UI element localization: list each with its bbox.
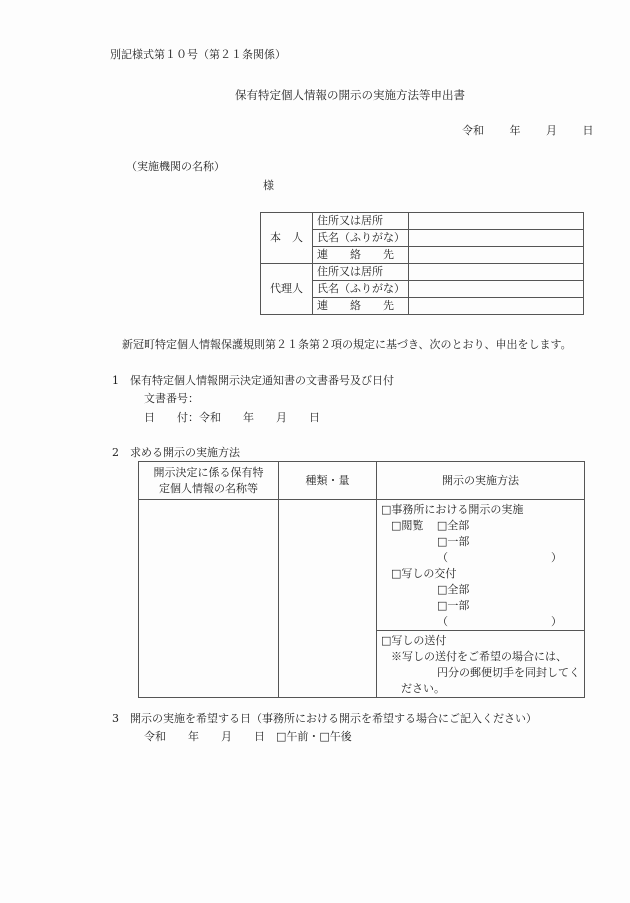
mail-cell: [377, 631, 585, 698]
intro-text: 新冠町特定個人情報保護規則第２１条第２項の規定に基づき、次のとおり、申出をします。: [122, 338, 572, 351]
col-header-line: 定個人情報の名称等: [159, 481, 258, 495]
copy-part-detail[interactable]: [381, 614, 580, 630]
doc-date-label: 日 付：令和 年 月 日: [144, 411, 320, 424]
paren-close: ）: [551, 615, 562, 628]
copy-deliver-checkbox[interactable]: □写しの交付: [391, 567, 457, 580]
year-label: 年: [509, 124, 521, 137]
office-checkbox[interactable]: □事務所における開示の実施: [381, 503, 524, 516]
row-label: 住所又は居所: [313, 264, 409, 281]
row-label: 氏名（ふりがな）: [313, 281, 409, 298]
section1-heading: 1 保有特定個人情報開示決定通知書の文書番号及び日付: [112, 374, 394, 387]
paren-close: ）: [551, 551, 562, 564]
row-label: 住所又は居所: [313, 213, 409, 230]
agent-contact-field[interactable]: [409, 298, 584, 315]
view-part-checkbox[interactable]: □一部: [437, 535, 470, 548]
doc-number-label: 文書番号：: [144, 392, 199, 405]
date-line: [462, 124, 594, 138]
group-principal: 本 人: [261, 213, 313, 264]
mail-note: ※写しの送付をご希望の場合には、: [391, 650, 567, 663]
form-number: 別記様式第１０号（第２１条関係）: [110, 48, 286, 61]
honorific: 様: [263, 179, 274, 192]
group-agent: 代理人: [261, 264, 313, 315]
office-disclosure-cell: [377, 500, 585, 631]
mail-note: ださい。: [401, 682, 445, 695]
mail-checkbox[interactable]: □写しの送付: [381, 634, 447, 647]
mail-note: 円分の郵便切手を同封してく: [437, 666, 580, 679]
addressee-label: （実施機関の名称）: [126, 160, 225, 173]
principal-name-field[interactable]: [409, 230, 584, 247]
view-row: [381, 518, 580, 534]
page-title: 保有特定個人情報の開示の実施方法等申出書: [235, 88, 465, 102]
day-label: 日: [582, 124, 594, 137]
preferred-date-line[interactable]: 令和 年 月 日 □午前・□午後: [144, 730, 352, 743]
principal-contact-field[interactable]: [409, 247, 584, 264]
agent-name-field[interactable]: [409, 281, 584, 298]
col-header-method: 開示の実施方法: [377, 462, 585, 500]
copy-part-checkbox[interactable]: □一部: [437, 599, 470, 612]
section3-heading: 3 開示の実施を希望する日（事務所における開示を希望する場合にご記入ください）: [112, 712, 537, 725]
principal-address-field[interactable]: [409, 213, 584, 230]
paren-open: （: [437, 551, 448, 564]
col-header-line: 開示決定に係る保有特: [153, 465, 264, 479]
month-label: 月: [546, 124, 557, 137]
agent-address-field[interactable]: [409, 264, 584, 281]
col-header-name: [139, 462, 279, 500]
section2-heading: 2 求める開示の実施方法: [112, 446, 240, 459]
row-label: 連 絡 先: [313, 247, 409, 264]
col-header-type: 種類・量: [279, 462, 377, 500]
info-name-cell[interactable]: [139, 500, 279, 698]
view-checkbox[interactable]: □閲覧: [391, 519, 424, 532]
disclosure-method-table: [138, 461, 585, 698]
row-label: 氏名（ふりがな）: [313, 230, 409, 247]
type-quantity-cell[interactable]: [279, 500, 377, 698]
row-label: 連 絡 先: [313, 298, 409, 315]
applicant-table: [260, 212, 584, 315]
era: 令和: [462, 124, 484, 137]
view-part-detail[interactable]: [381, 550, 580, 566]
paren-open: （: [437, 615, 448, 628]
view-all-checkbox[interactable]: □全部: [436, 519, 470, 532]
copy-all-checkbox[interactable]: □全部: [437, 583, 470, 596]
